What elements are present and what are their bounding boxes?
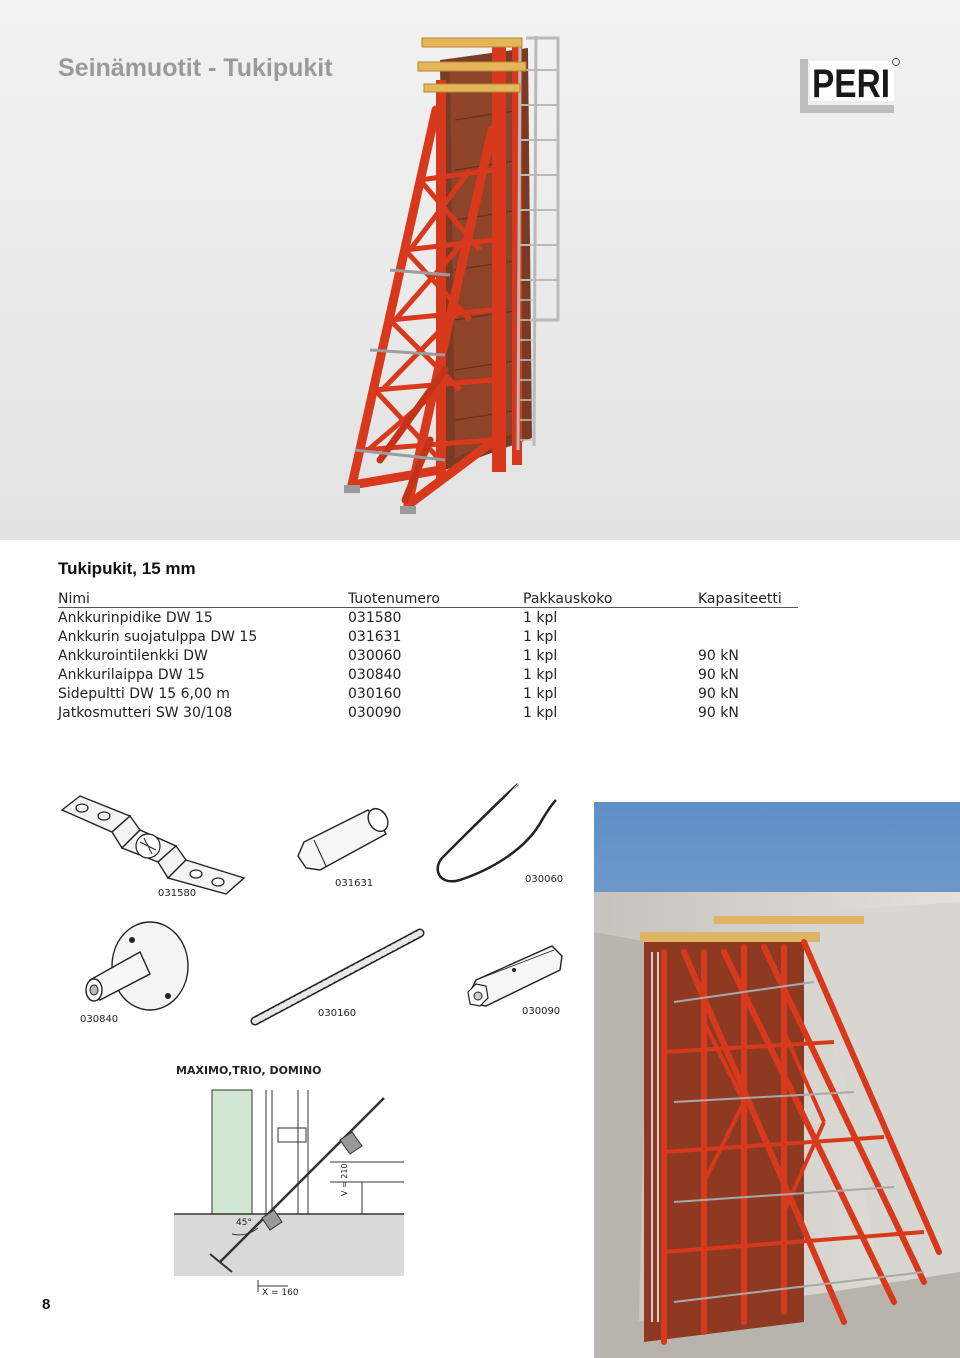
header-capacity: Kapasiteetti — [698, 590, 798, 608]
cell-name: Ankkurilaippa DW 15 — [58, 666, 205, 683]
header-code: Tuotenumero — [348, 590, 523, 608]
cell-capacity — [698, 627, 798, 646]
cell-pack: 1 kpl — [523, 609, 558, 626]
installation-diagram — [170, 1058, 410, 1306]
cell-code: 031631 — [348, 628, 402, 645]
table-row — [58, 703, 798, 722]
part-code-label: 031580 — [158, 888, 197, 899]
cell-capacity: 90 kN — [698, 685, 739, 702]
cell-capacity: 90 kN — [698, 704, 739, 721]
anchor-plate-icon — [70, 918, 190, 1018]
part-code-label: 030090 — [522, 1006, 561, 1017]
table-row — [58, 684, 798, 703]
diagram-title: MAXIMO,TRIO, DOMINO — [176, 1064, 322, 1077]
table-row — [58, 608, 798, 628]
section-title: Tukipukit, 15 mm — [58, 559, 196, 578]
cell-capacity: 90 kN — [698, 666, 739, 683]
cell-code: 031580 — [348, 609, 402, 626]
table-header-row — [58, 590, 798, 608]
header-pack: Pakkauskoko — [523, 590, 698, 608]
cell-code: 030840 — [348, 666, 402, 683]
diagram-height-label: V = 210 — [340, 1163, 349, 1196]
part-drawing-031580 — [58, 790, 248, 900]
peri-logo — [798, 57, 900, 113]
table-row — [58, 646, 798, 665]
diagram-angle-label: 45° — [236, 1218, 252, 1228]
part-code-label: 030060 — [525, 874, 564, 885]
cell-pack: 1 kpl — [523, 704, 558, 721]
part-code-label: 031631 — [335, 878, 374, 889]
part-code-label: 030840 — [80, 1014, 119, 1025]
cell-code: 030060 — [348, 647, 402, 664]
peri-logo-text: PERI — [812, 62, 890, 106]
cell-name: Jatkosmutteri SW 30/108 — [58, 704, 233, 721]
cell-code: 030160 — [348, 685, 402, 702]
part-code-label: 030160 — [318, 1008, 357, 1019]
cell-name: Ankkurin suojatulppa DW 15 — [58, 628, 258, 645]
page-number: 8 — [42, 1296, 51, 1313]
protection-cap-icon — [290, 800, 400, 880]
cell-capacity: 90 kN — [698, 647, 739, 664]
cell-code: 030090 — [348, 704, 402, 721]
part-drawing-031631 — [290, 800, 400, 880]
cell-name: Ankkurinpidike DW 15 — [58, 609, 213, 626]
site-photo — [594, 802, 960, 1358]
cell-capacity — [698, 608, 798, 628]
product-table — [58, 590, 798, 722]
diagram-distance-label: X = 160 — [262, 1288, 299, 1298]
header-name: Nimi — [58, 590, 348, 608]
anchor-holder-icon — [58, 790, 248, 900]
part-drawing-030840 — [70, 918, 190, 1018]
cell-pack: 1 kpl — [523, 666, 558, 683]
cell-name: Ankkurointilenkki DW — [58, 647, 208, 664]
cell-name: Sidepultti DW 15 6,00 m — [58, 685, 230, 702]
table-row — [58, 627, 798, 646]
cell-pack: 1 kpl — [523, 647, 558, 664]
table-row — [58, 665, 798, 684]
cell-pack: 1 kpl — [523, 628, 558, 645]
cell-pack: 1 kpl — [523, 685, 558, 702]
page-title: Seinämuotit - Tukipukit — [58, 54, 333, 82]
